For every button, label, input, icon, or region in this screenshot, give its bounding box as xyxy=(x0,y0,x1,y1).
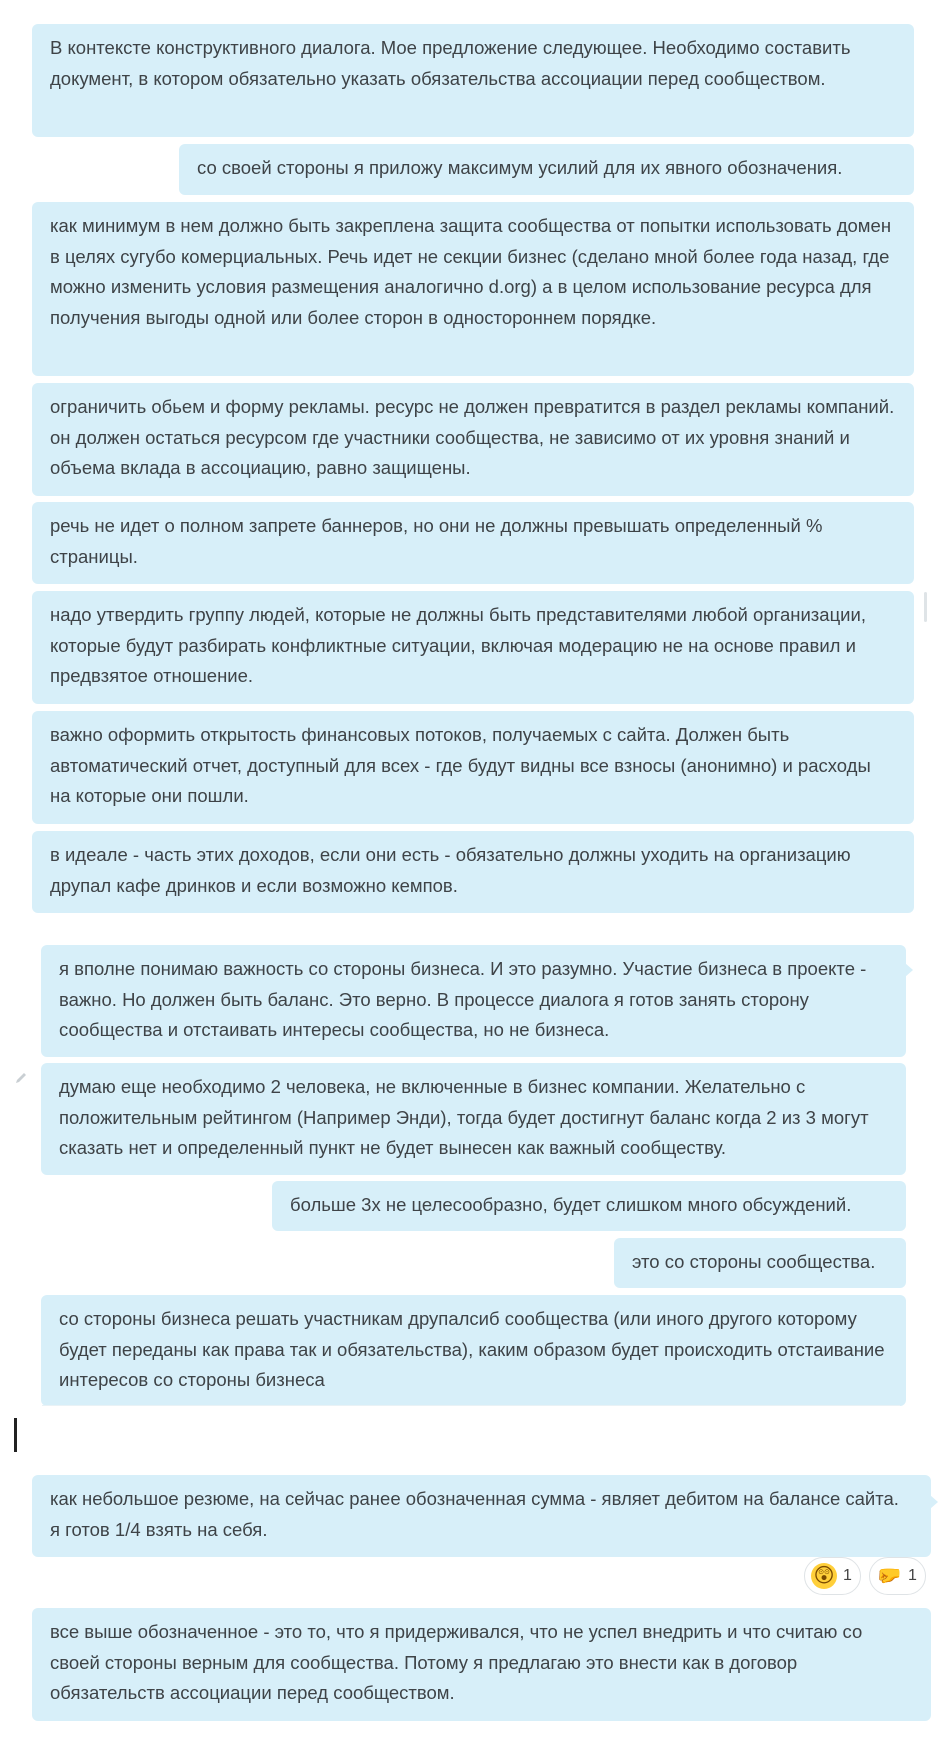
message: важно оформить открытость финансовых потоков, получаемых с сайта. Должен быть автоматический отчет, доступный для всех - где будут видны все взносы (анонимно) и расходы на которые они пошли. xyxy=(32,711,914,824)
message: ограничить обьем и форму рекламы. ресурс не должен превратится в раздел рекламы компаний. он должен остаться ресурсом где участники сообщества, не зависимо от их уровня знаний и объема вклада в ассоциацию, равно защищены. xyxy=(32,383,914,496)
message: речь не идет о полном запрете баннеров, но они не должны превышать определенный % страницы. xyxy=(32,502,914,584)
reaction-count: 1 xyxy=(908,1567,917,1584)
reaction-fist[interactable] xyxy=(869,1557,926,1595)
message: как минимум в нем должно быть закреплена защита сообщества от попытки использовать домен в целях сугубо комерциальных. Речь идет не секции бизнес (сделано мной более года назад, где можно изменить условия размещения аналогично d.org) а в целом использование ресурса для получения выгоды одной или более сторон в одностороннем порядке. xyxy=(32,202,914,376)
message: я вполне понимаю важность со стороны бизнеса. И это разумно. Участие бизнеса в проекте - важно. Но должен быть баланс. Это верно. В процессе диалога я готов занять сторону сообщества и отстаивать интересы сообщества, но не бизнеса. xyxy=(41,945,906,1057)
message: думаю еще необходимо 2 человека, не включенные в бизнес компании. Желательно с положительным рейтингом (Например Энди), тогда будет достигнут баланс когда 2 из 3 могут сказать нет и определенный пункт не будет вынесен как важный сообществу. xyxy=(41,1063,906,1175)
astonished-face-icon: 😲 xyxy=(811,1563,837,1589)
message: надо утвердить группу людей, которые не должны быть представителями любой организации, которые будут разбирать конфликтные ситуации, включая модерацию не на основе правил и предвзятое отношение. xyxy=(32,591,914,704)
pencil-icon[interactable] xyxy=(14,1071,28,1085)
divider xyxy=(42,1405,900,1406)
message: со своей стороны я приложу максимум усилий для их явного обозначения. xyxy=(179,144,914,195)
text-cursor xyxy=(14,1418,17,1452)
message: все выше обозначенное - это то, что я придерживался, что не успел внедрить и что считаю со своей стороны верным для сообщества. Потому я предлагаю это внести как в договор обязательств ассоциации перед сообществом. xyxy=(32,1608,931,1721)
reaction-astonished[interactable] xyxy=(804,1557,861,1595)
message: В контексте конструктивного диалога. Мое предложение следующее. Необходимо составить документ, в котором обязательно указать обязательства ассоциации перед сообществом. xyxy=(32,24,914,137)
raised-fist-icon: 🤛 xyxy=(876,1565,902,1587)
message: больше 3х не целесообразно, будет слишком много обсуждений. xyxy=(272,1181,906,1231)
message: как небольшое резюме, на сейчас ранее обозначенная сумма - являет дебитом на балансе сайта. я готов 1/4 взять на себя. xyxy=(32,1475,931,1557)
message: это со стороны сообщества. xyxy=(614,1238,906,1288)
scrollbar[interactable] xyxy=(924,592,927,622)
bubble-tail xyxy=(905,963,913,977)
reaction-count: 1 xyxy=(843,1567,852,1584)
message: в идеале - часть этих доходов, если они есть - обязательно должны уходить на организацию друпал кафе дринков и если возможно кемпов. xyxy=(32,831,914,913)
message: со стороны бизнеса решать участникам друпалсиб сообщества (или иного другого которому будет переданы как права так и обязательства), каким образом будет происходить отстаивание интересов со стороны бизнеса xyxy=(41,1295,906,1406)
bubble-tail xyxy=(930,1495,938,1509)
